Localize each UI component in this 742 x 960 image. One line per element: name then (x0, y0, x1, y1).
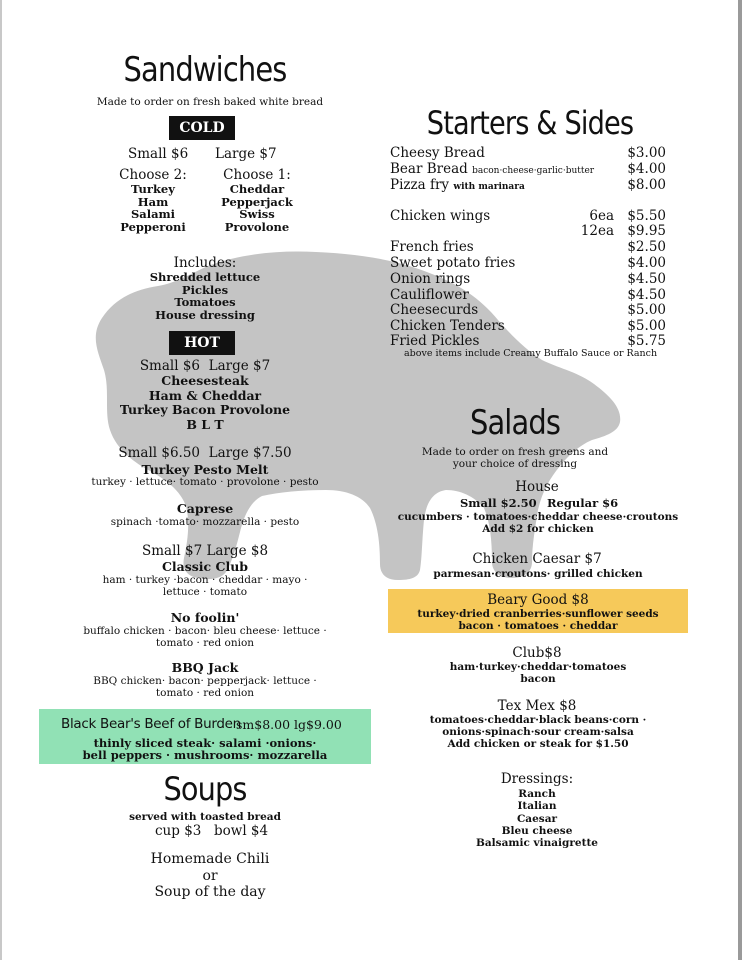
sandwiches-title: Sandwiches (123, 50, 287, 90)
item-price: $5.00 (627, 302, 666, 318)
no-foolin-name: No foolin' (170, 610, 240, 625)
item-name: French fries (390, 239, 474, 255)
caprese-desc: spinach ·tomato· mozzarella · pesto (110, 516, 300, 528)
beef-of-burden-box (39, 709, 371, 764)
includes-list (130, 271, 280, 321)
hot-price-line-2: Small $6.50 Large $7.50 (118, 445, 292, 461)
item-price: $4.50 (627, 271, 666, 287)
starters-footnote: above items include Creamy Buffalo Sauce or Ranch (404, 348, 658, 359)
club-salad-desc-2: bacon (520, 673, 556, 685)
list-item: Turkey (131, 182, 175, 196)
house-salad-name: House (515, 479, 559, 495)
list-item: Cheddar (229, 182, 285, 196)
hot-price-line: Small $6 Large $7 (139, 358, 271, 374)
beef-of-burden-desc: thinly sliced steak· salami ·onions· (93, 736, 317, 750)
menu-row (390, 255, 666, 271)
soup-bowl-price: bowl $4 (214, 823, 269, 839)
item-name: Fried Pickles (390, 333, 480, 349)
cold-tag: COLD (169, 116, 235, 140)
soup-options (110, 851, 310, 901)
hot-price-line-3: Small $7 Large $8 (141, 543, 269, 559)
item-name-text: Pizza fry (390, 177, 450, 193)
list-item: Shredded lettuce (149, 270, 261, 284)
item-qty: 6ea (589, 208, 614, 224)
list-item: Pepperjack (221, 194, 293, 209)
classic-club-desc-2: lettuce · tomato (162, 586, 248, 598)
list-item: Swiss (239, 207, 275, 221)
list-item: or (202, 867, 218, 884)
salads-title: Salads (469, 403, 561, 443)
list-item: House dressing (155, 307, 255, 322)
cold-large-price: Large $7 (215, 146, 277, 162)
menu-row (390, 333, 666, 349)
bbq-jack-name: BBQ Jack (171, 660, 239, 675)
classic-club-desc: ham · turkey ·bacon · cheddar · mayo · (102, 574, 308, 586)
list-item: Pepperoni (120, 219, 186, 234)
item-note: with marinara (453, 182, 525, 192)
salads-subtitle-2: your choice of dressing (452, 458, 578, 470)
beef-of-burden-price: sm$8.00 lg$9.00 (236, 717, 342, 732)
item-name: Cheesy Bread (390, 145, 485, 161)
club-salad-desc: ham·turkey·cheddar·tomatoes (449, 661, 627, 673)
list-item: Turkey Bacon Provolone (119, 402, 291, 417)
list-item: Balsamic vinaigrette (476, 837, 598, 850)
beary-good-box (388, 589, 688, 633)
list-item: Caesar (516, 812, 558, 825)
item-name (390, 161, 594, 177)
house-salad-desc: cucumbers · tomatoes·cheddar cheese·croutons (397, 511, 679, 523)
item-price: $5.00 (627, 318, 666, 334)
list-item: Soup of the day (154, 884, 266, 900)
salads-subtitle: Made to order on fresh greens and (421, 446, 609, 458)
menu-row (390, 239, 666, 255)
item-price: $5.75 (627, 333, 666, 349)
dressings-label: Dressings: (500, 771, 574, 787)
item-price: $4.00 (627, 255, 666, 271)
meat-list (108, 183, 198, 233)
menu-row (390, 271, 666, 287)
beary-good-name: Beary Good $8 (487, 592, 589, 608)
menu-row (390, 145, 666, 161)
item-name: Chicken Tenders (390, 318, 505, 334)
menu-row (390, 287, 666, 303)
item-price: $5.50 (627, 208, 666, 224)
house-salad-add: Add $2 for chicken (482, 523, 594, 535)
tex-mex-desc-2: onions·spinach·sour cream·salsa (442, 726, 634, 738)
item-price: $4.50 (627, 287, 666, 303)
house-small-price: Small $2.50 (460, 496, 537, 510)
soup-cup-price: cup $3 (155, 823, 202, 839)
item-name: Cauliflower (390, 287, 469, 303)
choose-two-label: Choose 2: (119, 167, 187, 183)
item-price: $8.00 (627, 177, 666, 193)
item-price: $2.50 (627, 239, 666, 255)
caprese-name: Caprese (176, 501, 234, 516)
menu-row (390, 302, 666, 318)
cheese-list (212, 183, 302, 233)
list-item: Ranch (518, 788, 556, 800)
starters-title: Starters & Sides (426, 104, 634, 142)
soups-title: Soups (163, 770, 247, 808)
list-item: Cheesesteak (161, 373, 249, 388)
list-item: Tomatoes (174, 295, 236, 309)
hot-item-list (80, 374, 330, 432)
no-foolin-desc-2: tomato · red onion (155, 637, 255, 649)
classic-club-name: Classic Club (161, 559, 249, 574)
beef-of-burden-desc-2: bell peppers · mushrooms· mozzarella (82, 748, 328, 762)
includes-label: Includes: (173, 255, 237, 271)
pesto-melt-desc: turkey · lettuce· tomato · provolone · pesto (91, 476, 319, 488)
caesar-salad-desc: parmesan·croutons· grilled chicken (433, 568, 643, 580)
list-item: Provolone (224, 219, 290, 234)
item-price: $3.00 (627, 145, 666, 161)
list-item: Pickles (181, 282, 229, 297)
page-left-edge (0, 0, 2, 960)
dressings-list (437, 788, 637, 849)
bbq-jack-desc-2: tomato · red onion (155, 687, 255, 699)
no-foolin-desc: buffalo chicken · bacon· bleu cheese· lettuce · (83, 625, 327, 637)
tex-mex-name: Tex Mex $8 (497, 698, 577, 714)
menu-row (390, 177, 666, 193)
house-regular-price: Regular $6 (547, 496, 619, 510)
item-name (390, 177, 525, 193)
list-item: Bleu cheese (501, 824, 573, 837)
hot-tag: HOT (169, 331, 235, 355)
menu-row (390, 161, 666, 177)
list-item: Italian (517, 800, 557, 813)
item-price: $9.95 (627, 223, 666, 239)
sandwiches-subtitle: Made to order on fresh baked white bread (96, 96, 324, 108)
club-salad-name: Club$8 (512, 645, 562, 661)
cold-small-price: Small $6 (128, 146, 189, 162)
tex-mex-add: Add chicken or steak for $1.50 (447, 738, 629, 750)
beary-good-desc-2: bacon · tomatoes · cheddar (458, 620, 618, 632)
item-name: Sweet potato fries (390, 255, 516, 271)
page-right-edge (738, 0, 742, 960)
list-item: B L T (186, 416, 224, 432)
list-item: Salami (130, 207, 176, 221)
menu-row (390, 318, 666, 334)
beary-good-desc: turkey·dried cranberries·sunflower seeds (417, 608, 659, 620)
item-name-text: Bear Bread (390, 161, 468, 177)
item-qty: 12ea (580, 223, 614, 239)
tex-mex-desc: tomatoes·cheddar·black beans·corn · (429, 714, 647, 726)
soups-subtitle: served with toasted bread (129, 811, 281, 823)
item-name: Onion rings (390, 271, 471, 287)
menu-row (390, 223, 666, 239)
caesar-salad-name: Chicken Caesar $7 (472, 551, 602, 567)
choose-one-label: Choose 1: (223, 167, 291, 183)
bbq-jack-desc: BBQ chicken· bacon· pepperjack· lettuce · (93, 675, 317, 687)
list-item: Ham (137, 194, 169, 209)
item-note: bacon·cheese·garlic·butter (472, 166, 595, 176)
beef-of-burden-name: Black Bear's Beef of Burden (61, 716, 241, 732)
menu-row (390, 208, 666, 224)
list-item: Homemade Chili (150, 851, 270, 867)
pesto-melt-name: Turkey Pesto Melt (141, 462, 269, 477)
list-item: Ham & Cheddar (148, 387, 262, 403)
item-price: $4.00 (627, 161, 666, 177)
item-name: Chicken wings (390, 208, 491, 224)
item-name: Cheesecurds (390, 302, 479, 318)
